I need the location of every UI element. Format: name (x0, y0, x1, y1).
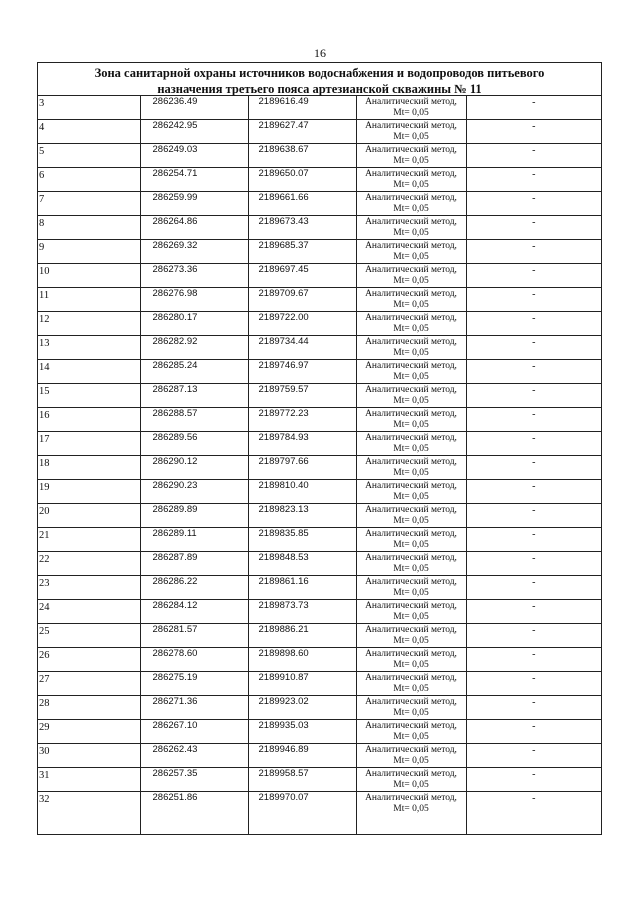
method-line-2: Mt= 0,05 (393, 780, 429, 790)
y-coordinate-cell: 2189898.60 (248, 648, 356, 672)
y-coordinate-cell: 2189650.07 (248, 168, 356, 192)
method-cell (356, 672, 466, 696)
point-number-cell: 32 (38, 792, 140, 834)
y-coordinate-cell: 2189734.44 (248, 336, 356, 360)
method-line-2: Mt= 0,05 (393, 276, 429, 286)
y-coordinate-cell: 2189923.02 (248, 696, 356, 720)
method-cell (356, 480, 466, 504)
table-row (38, 768, 601, 792)
method-line-2: Mt= 0,05 (393, 804, 429, 814)
method-cell (356, 384, 466, 408)
x-coordinate-cell: 286286.22 (140, 576, 248, 600)
point-number-cell: 3 (38, 96, 140, 120)
point-number-cell: 26 (38, 648, 140, 672)
method-cell (356, 576, 466, 600)
title-line-2: назначения третьего пояса артезианской скважины № 11 (157, 82, 482, 96)
method-line-2: Mt= 0,05 (393, 156, 429, 166)
method-line-2: Mt= 0,05 (393, 108, 429, 118)
y-coordinate-cell: 2189861.16 (248, 576, 356, 600)
y-coordinate-cell: 2189958.57 (248, 768, 356, 792)
x-coordinate-cell: 286284.12 (140, 600, 248, 624)
method-cell (356, 264, 466, 288)
dash-cell: - (466, 576, 601, 600)
y-coordinate-cell: 2189935.03 (248, 720, 356, 744)
method-line-2: Mt= 0,05 (393, 756, 429, 766)
point-number-cell: 17 (38, 432, 140, 456)
method-line-1: Аналитический метод, (365, 625, 457, 635)
method-line-1: Аналитический метод, (365, 145, 457, 155)
dash-cell: - (466, 696, 601, 720)
dash-cell: - (466, 264, 601, 288)
table-row (38, 360, 601, 384)
method-line-2: Mt= 0,05 (393, 348, 429, 358)
method-cell (356, 408, 466, 432)
table-row (38, 96, 601, 120)
dash-cell: - (466, 216, 601, 240)
x-coordinate-cell: 286290.23 (140, 480, 248, 504)
y-coordinate-cell: 2189886.21 (248, 624, 356, 648)
dash-cell: - (466, 120, 601, 144)
method-line-2: Mt= 0,05 (393, 684, 429, 694)
table-row (38, 408, 601, 432)
point-number-cell: 20 (38, 504, 140, 528)
point-number-cell: 28 (38, 696, 140, 720)
method-line-2: Mt= 0,05 (393, 660, 429, 670)
point-number-cell: 27 (38, 672, 140, 696)
x-coordinate-cell: 286276.98 (140, 288, 248, 312)
method-cell (356, 240, 466, 264)
dash-cell: - (466, 384, 601, 408)
dash-cell: - (466, 528, 601, 552)
dash-cell: - (466, 312, 601, 336)
table-row (38, 288, 601, 312)
method-line-2: Mt= 0,05 (393, 732, 429, 742)
dash-cell: - (466, 408, 601, 432)
point-number-cell: 5 (38, 144, 140, 168)
y-coordinate-cell: 2189627.47 (248, 120, 356, 144)
method-cell (356, 744, 466, 768)
y-coordinate-cell: 2189784.93 (248, 432, 356, 456)
point-number-cell: 24 (38, 600, 140, 624)
method-line-2: Mt= 0,05 (393, 252, 429, 262)
x-coordinate-cell: 286257.35 (140, 768, 248, 792)
table-row (38, 216, 601, 240)
point-number-cell: 23 (38, 576, 140, 600)
method-cell (356, 216, 466, 240)
method-cell (356, 600, 466, 624)
method-cell (356, 96, 466, 120)
method-line-2: Mt= 0,05 (393, 396, 429, 406)
table-row (38, 384, 601, 408)
table-row (38, 168, 601, 192)
x-coordinate-cell: 286287.89 (140, 552, 248, 576)
dash-cell: - (466, 96, 601, 120)
method-line-1: Аналитический метод, (365, 193, 457, 203)
method-line-1: Аналитический метод, (365, 697, 457, 707)
point-number-cell: 19 (38, 480, 140, 504)
method-line-1: Аналитический метод, (365, 769, 457, 779)
table-row (38, 744, 601, 768)
y-coordinate-cell: 2189746.97 (248, 360, 356, 384)
page-number: 16 (314, 46, 326, 60)
method-cell (356, 456, 466, 480)
point-number-cell: 14 (38, 360, 140, 384)
method-line-1: Аналитический метод, (365, 169, 457, 179)
dash-cell: - (466, 792, 601, 834)
method-cell (356, 288, 466, 312)
method-line-2: Mt= 0,05 (393, 372, 429, 382)
method-line-2: Mt= 0,05 (393, 204, 429, 214)
method-line-1: Аналитический метод, (365, 409, 457, 419)
x-coordinate-cell: 286289.56 (140, 432, 248, 456)
table-row (38, 192, 601, 216)
method-line-1: Аналитический метод, (365, 313, 457, 323)
x-coordinate-cell: 286269.32 (140, 240, 248, 264)
x-coordinate-cell: 286236.49 (140, 96, 248, 120)
point-number-cell: 21 (38, 528, 140, 552)
method-cell (356, 792, 466, 834)
method-line-1: Аналитический метод, (365, 721, 457, 731)
dash-cell: - (466, 504, 601, 528)
method-line-2: Mt= 0,05 (393, 468, 429, 478)
x-coordinate-cell: 286280.17 (140, 312, 248, 336)
method-line-1: Аналитический метод, (365, 577, 457, 587)
dash-cell: - (466, 600, 601, 624)
x-coordinate-cell: 286290.12 (140, 456, 248, 480)
method-cell (356, 552, 466, 576)
table-row (38, 240, 601, 264)
x-coordinate-cell: 286264.86 (140, 216, 248, 240)
dash-cell: - (466, 336, 601, 360)
method-line-1: Аналитический метод, (365, 529, 457, 539)
method-cell (356, 528, 466, 552)
y-coordinate-cell: 2189910.87 (248, 672, 356, 696)
method-line-1: Аналитический метод, (365, 265, 457, 275)
table-row (38, 456, 601, 480)
document-table-frame (37, 62, 602, 835)
method-cell (356, 504, 466, 528)
point-number-cell: 16 (38, 408, 140, 432)
method-line-2: Mt= 0,05 (393, 324, 429, 334)
y-coordinate-cell: 2189835.85 (248, 528, 356, 552)
dash-cell: - (466, 744, 601, 768)
table-row (38, 528, 601, 552)
method-cell (356, 624, 466, 648)
y-coordinate-cell: 2189722.00 (248, 312, 356, 336)
method-cell (356, 360, 466, 384)
dash-cell: - (466, 672, 601, 696)
table-row (38, 336, 601, 360)
point-number-cell: 4 (38, 120, 140, 144)
method-line-1: Аналитический метод, (365, 505, 457, 515)
method-cell (356, 336, 466, 360)
dash-cell: - (466, 144, 601, 168)
point-number-cell: 18 (38, 456, 140, 480)
method-line-1: Аналитический метод, (365, 289, 457, 299)
method-line-2: Mt= 0,05 (393, 132, 429, 142)
table-row (38, 672, 601, 696)
y-coordinate-cell: 2189759.57 (248, 384, 356, 408)
method-line-2: Mt= 0,05 (393, 564, 429, 574)
point-number-cell: 15 (38, 384, 140, 408)
method-line-1: Аналитический метод, (365, 457, 457, 467)
method-line-1: Аналитический метод, (365, 121, 457, 131)
table-row (38, 648, 601, 672)
x-coordinate-cell: 286259.99 (140, 192, 248, 216)
dash-cell: - (466, 456, 601, 480)
y-coordinate-cell: 2189661.66 (248, 192, 356, 216)
method-line-2: Mt= 0,05 (393, 300, 429, 310)
method-line-1: Аналитический метод, (365, 241, 457, 251)
method-cell (356, 144, 466, 168)
y-coordinate-cell: 2189848.53 (248, 552, 356, 576)
dash-cell: - (466, 552, 601, 576)
point-number-cell: 6 (38, 168, 140, 192)
method-line-2: Mt= 0,05 (393, 516, 429, 526)
dash-cell: - (466, 360, 601, 384)
method-line-1: Аналитический метод, (365, 217, 457, 227)
dash-cell: - (466, 480, 601, 504)
point-number-cell: 7 (38, 192, 140, 216)
point-number-cell: 31 (38, 768, 140, 792)
y-coordinate-cell: 2189797.66 (248, 456, 356, 480)
dash-cell: - (466, 168, 601, 192)
method-cell (356, 192, 466, 216)
point-number-cell: 9 (38, 240, 140, 264)
table-row (38, 120, 601, 144)
x-coordinate-cell: 286287.13 (140, 384, 248, 408)
x-coordinate-cell: 286273.36 (140, 264, 248, 288)
table-row (38, 432, 601, 456)
dash-cell: - (466, 432, 601, 456)
dash-cell: - (466, 624, 601, 648)
method-line-1: Аналитический метод, (365, 673, 457, 683)
method-cell (356, 168, 466, 192)
x-coordinate-cell: 286289.89 (140, 504, 248, 528)
coordinates-table (38, 96, 601, 834)
point-number-cell: 29 (38, 720, 140, 744)
method-line-2: Mt= 0,05 (393, 492, 429, 502)
point-number-cell: 8 (38, 216, 140, 240)
y-coordinate-cell: 2189823.13 (248, 504, 356, 528)
dash-cell: - (466, 288, 601, 312)
x-coordinate-cell: 286267.10 (140, 720, 248, 744)
table-row (38, 624, 601, 648)
table-row (38, 600, 601, 624)
method-cell (356, 720, 466, 744)
x-coordinate-cell: 286282.92 (140, 336, 248, 360)
table-row (38, 504, 601, 528)
method-line-2: Mt= 0,05 (393, 588, 429, 598)
method-line-1: Аналитический метод, (365, 793, 457, 803)
method-cell (356, 432, 466, 456)
method-line-2: Mt= 0,05 (393, 540, 429, 550)
point-number-cell: 13 (38, 336, 140, 360)
table-row (38, 552, 601, 576)
table-row (38, 312, 601, 336)
table-row (38, 144, 601, 168)
point-number-cell: 25 (38, 624, 140, 648)
x-coordinate-cell: 286242.95 (140, 120, 248, 144)
method-line-1: Аналитический метод, (365, 97, 457, 107)
x-coordinate-cell: 286249.03 (140, 144, 248, 168)
y-coordinate-cell: 2189810.40 (248, 480, 356, 504)
y-coordinate-cell: 2189970.07 (248, 792, 356, 834)
method-line-1: Аналитический метод, (365, 649, 457, 659)
method-cell (356, 768, 466, 792)
x-coordinate-cell: 286275.19 (140, 672, 248, 696)
method-line-2: Mt= 0,05 (393, 612, 429, 622)
dash-cell: - (466, 648, 601, 672)
x-coordinate-cell: 286271.36 (140, 696, 248, 720)
y-coordinate-cell: 2189946.89 (248, 744, 356, 768)
table-row (38, 696, 601, 720)
method-line-1: Аналитический метод, (365, 601, 457, 611)
method-line-1: Аналитический метод, (365, 745, 457, 755)
dash-cell: - (466, 240, 601, 264)
title-line-1: Зона санитарной охраны источников водоснабжения и водопроводов питьевого (94, 66, 545, 80)
method-cell (356, 312, 466, 336)
x-coordinate-cell: 286281.57 (140, 624, 248, 648)
point-number-cell: 11 (38, 288, 140, 312)
method-line-2: Mt= 0,05 (393, 228, 429, 238)
y-coordinate-cell: 2189772.23 (248, 408, 356, 432)
x-coordinate-cell: 286288.57 (140, 408, 248, 432)
table-row (38, 264, 601, 288)
table-row (38, 792, 601, 834)
y-coordinate-cell: 2189685.37 (248, 240, 356, 264)
method-line-2: Mt= 0,05 (393, 708, 429, 718)
x-coordinate-cell: 286289.11 (140, 528, 248, 552)
y-coordinate-cell: 2189638.67 (248, 144, 356, 168)
x-coordinate-cell: 286285.24 (140, 360, 248, 384)
y-coordinate-cell: 2189873.73 (248, 600, 356, 624)
method-line-1: Аналитический метод, (365, 385, 457, 395)
table-row (38, 576, 601, 600)
method-cell (356, 648, 466, 672)
method-line-1: Аналитический метод, (365, 337, 457, 347)
point-number-cell: 22 (38, 552, 140, 576)
table-row (38, 480, 601, 504)
method-cell (356, 120, 466, 144)
y-coordinate-cell: 2189673.43 (248, 216, 356, 240)
point-number-cell: 10 (38, 264, 140, 288)
method-line-1: Аналитический метод, (365, 361, 457, 371)
dash-cell: - (466, 192, 601, 216)
dash-cell: - (466, 768, 601, 792)
x-coordinate-cell: 286251.86 (140, 792, 248, 834)
y-coordinate-cell: 2189697.45 (248, 264, 356, 288)
x-coordinate-cell: 286262.43 (140, 744, 248, 768)
method-line-2: Mt= 0,05 (393, 636, 429, 646)
y-coordinate-cell: 2189709.67 (248, 288, 356, 312)
dash-cell: - (466, 720, 601, 744)
method-line-2: Mt= 0,05 (393, 444, 429, 454)
method-line-1: Аналитический метод, (365, 433, 457, 443)
method-cell (356, 696, 466, 720)
y-coordinate-cell: 2189616.49 (248, 96, 356, 120)
x-coordinate-cell: 286254.71 (140, 168, 248, 192)
method-line-1: Аналитический метод, (365, 481, 457, 491)
method-line-1: Аналитический метод, (365, 553, 457, 563)
x-coordinate-cell: 286278.60 (140, 648, 248, 672)
table-title (38, 63, 601, 96)
point-number-cell: 30 (38, 744, 140, 768)
point-number-cell: 12 (38, 312, 140, 336)
method-line-2: Mt= 0,05 (393, 420, 429, 430)
method-line-2: Mt= 0,05 (393, 180, 429, 190)
table-row (38, 720, 601, 744)
